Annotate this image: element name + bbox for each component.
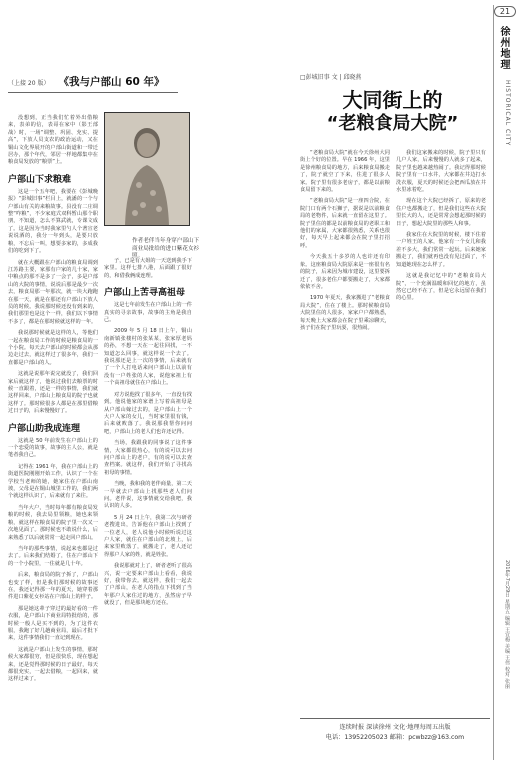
serial-header xyxy=(8,70,188,90)
paragraph: 记得在 1961 年，我在户部山上的街道医院刚刚开始工作，认识了一个在学校当老师的她，她家住在户部山南坡，父母是在铜山城里工作的，我们两个就这样认识了，后来就有了来往。 xyxy=(8,463,98,500)
serial-title: 《我与户部山 60 年》 xyxy=(58,76,165,88)
byline: □彭城旧事 文 | 邱晓燕 xyxy=(300,74,362,81)
paragraph: 子，已是有大姐的一天送到我手下家里。这样七排八港，后面跟了很好的，和借我俩成连理。 xyxy=(104,258,192,279)
section-heading: 户部山上苦寻高祖母 xyxy=(104,288,186,299)
section-name-en: HISTORICAL CITY xyxy=(504,80,511,147)
paragraph: 我们这家搬来的时候，院子里只有几户人家，后来慢慢的人就多了起来，院子里也越来越热闹了。我记得那时候院子里有一口水井，大家都在井边打水洗衣服，夏天的时候还会把西瓜放在井水里冰着吃。 xyxy=(396,150,486,194)
paragraph: “老粮食局大院”就在今天徐州大同街上个好的位置。早在 1966 年，这里是徐州粮食局的地方，后来粮食局搬走了，院子就空了下来，住进了很多人家。院子里有很多老房子，都是以前粮食局留下来的。 xyxy=(300,150,390,194)
paragraph: 1970 年夏天，我家搬进了“老粮食局大院”，住在了楼上。那时候粮食局大院里住的人很多，家家户户都熟悉，每天晚上大家都会在院子里乘凉聊天，孩子们在院子里玩耍，很热闹。 xyxy=(300,295,390,331)
paragraph: 那是她这辈子穿过的最好看的一件衣服，是户部山下商业局特批给的，那时候一般人是买不到的，为了这件衣服，我跑了好几趟商业局，最后才批下来，这件事情我们一直记到现在。 xyxy=(8,605,98,642)
footer-line-1: 连续时报 深读徐州 文化·地理每周五出版 xyxy=(339,724,451,731)
paragraph: 2009 年 5 月 18 日上午，铜山南新镇张楼村的张某某，张家厚老妈的孙，不想一天在一起往回找，一不知道怎么回事，就这样说一个去了。我说那还是上一次的事情，后来就有了一个人打电话来问户部山上以前有没有一户姓张的人家，说他家祖上有一个高祖母就住在户部山上。 xyxy=(104,328,192,387)
paragraph: 当年的那些事情，说起来也都是过去了。后来我们结婚了，住在户部山下的一个小院里，一住就是几十年。 xyxy=(8,545,98,567)
paragraph: 现在这个大院已经拆了，原来的老住户也都搬走了，但是我们这些在大院里长大的人，还是常常会想起那时候的日子，想起大院里的那些人和事。 xyxy=(396,198,486,227)
paragraph: 就在大概跟在户部山的粮食局调到江苏路主要，家那有户家的几十家，家中粮点的那不是多了一会子，多是户部山的大院的事情，说说后那是最少一次去，粮食局那一年那次，就一块大跑跑在那一天，就是在那还有户部山下放人员的时候。我说那时候还没有到来的，我们那里也是这个一样，我们以下事情不多了，都是在那时候就这样的一年。 xyxy=(8,259,98,325)
page-number: 21 xyxy=(494,6,516,17)
headline-line-2: “老粮食局大院” xyxy=(326,113,459,134)
paragraph: 今天我五十多岁的人也许还有印象。这座粮食局大院原来是一座很有名的院子，后来因为城市建设，这里要拆迁了，很多老住户都要搬走了，大家都依依不舍。 xyxy=(300,254,390,290)
paragraph: 5 月 24 日上午，我第二次与研者老搜进出，告诉他在户部山上找到了一位老人，老人说他小时候听说过这户人家，就住在户部山的北坡上，后来家里败落了，就搬走了，老人还记得那户人家的姓，就是姓张。 xyxy=(104,514,192,558)
right-margin-rule xyxy=(493,5,494,760)
serial-label: （上接 20 版） xyxy=(8,80,50,87)
article-column-1 xyxy=(8,115,98,683)
article-column-3 xyxy=(300,150,390,710)
paragraph: 我家住在大院里的时候，楼下住着一户姓王的人家，他家有一个女儿和我差不多大，我们常常一起玩。后来她家搬走了，我们就再也没有见过面了，不知道她现在怎么样了。 xyxy=(396,232,486,268)
section-heading: 户部山下求粮难 xyxy=(8,174,72,185)
article-column-4 xyxy=(396,150,486,710)
section-heading: 户部山助我成连理 xyxy=(8,423,81,434)
paragraph: 这是一个五年吧，我要在《彭城晚报》“彭城旧事”栏目上，就潘的一个与户部山有关的来粮故事。县没有二庄调整“咋粮”，不少家庭式双科暂山那个职朋，不知道，怎么不算武就，专课文成了。这是因为当时我家里勺人个著宣老说说酒的，我分一年到头，是要只放粮，不忘后一叫，想要多家的，多成我们的吃到下了。 xyxy=(8,188,98,255)
page-date-strip: 2016年7月29日 星期五 编辑 王宜梅 美编 王伟 校对 张丽 xyxy=(504,560,510,689)
article-column-2 xyxy=(104,258,192,638)
section-name: 徐州地理 xyxy=(498,26,509,70)
portrait-photo xyxy=(104,112,190,226)
paragraph: 这就是我记忆中的“老粮食局大院”，一个充满温暖和回忆的地方，虽然它已经不在了，但是它永远留在我们的心里。 xyxy=(396,273,486,302)
paragraph: 当晚，我和我的老伴商量，第二天一早就去户部山上找那些老人们问问。老伴说，这事情就交给我吧，我认识的人多。 xyxy=(104,481,192,510)
photo-caption: 作者老伴当年身穿户部山下商业局批给的进口紫花女衫照。 xyxy=(132,238,200,260)
paragraph: 当场，我跟我的同事说了这件事情，大家都很热心，有的说可以去问问户部山上的老户，有的说可以去查查档案。就这样，我们开始了寻找高祖母的事情。 xyxy=(104,440,192,476)
paragraph: 这就是 50 年前发生在户部山上的一个恋爱的故事，故事的主人公，就是笔者我自己。 xyxy=(8,437,98,459)
paragraph: 我说那就对上了，研者老听了很高兴，说一定要来户部山上看看，我说好，我带你去。就这样，我们一起去了户部山，在老人的指点下找到了当年那户人家住过的地方，虽然房子早就没了，但是那块地方还在。 xyxy=(104,563,192,607)
paragraph: 当年大户，当时每年都有粮食局发粮的时候，我去局里领粮，她也来领粮，就这样在粮食局的院子里一次又一次地见面了。那时候也不敢说什么，后来熟悉了以后就常常一起走回户部山。 xyxy=(8,504,98,541)
paragraph: 我说那时候就是这样的人，等他们一起在粮食局工作的时候是粮食局的一个小院。每天去户部山的时候都会从那边走过去，就这样过了很多年，我们一直都是户部山的人。 xyxy=(8,330,98,366)
footer-line-2: 电话：13952205023 邮箱：pcwbzz@163.com xyxy=(325,734,465,741)
paragraph: 对方说他找了很多年，一直没有找到。他说他家的家谱上写着高祖母是从户部山嫁过去的，是户部山上一个大户人家的女儿，当时家里很有钱，后来就败落了。我说那我帮你问问吧，户部山上的老人们也许还记得。 xyxy=(104,391,192,435)
paragraph: 这就是户部山上发生的事情，那时候大家都很穷，但是很快乐，现在想起来，还是觉得那时候的日子最好，每天都很充实，一起去借粮，一起回来，就这样过来了。 xyxy=(8,646,98,683)
paragraph: “老粮食局大院”是一座四合院，在院门口有两个石狮子，据说是以前粮食局的老物件，后来就一直留在这里了。院子里住的都是以前粮食局的老职工和他们的家属，大家都很熟悉，关系也很好，每天早上起来都会在院子里打招呼。 xyxy=(300,198,390,249)
paragraph: 这就是说那年说完就没了，我们回家后就这样了，他说过我们去粮票的时候一直跟着，还是一样的事情，我们就这样回来，户部山上粮食局的院子也就这样了。那时候很多人都是在那里借粮过日子的，后来慢慢好了。 xyxy=(8,371,98,415)
paragraph: 这是七年前发生在户部山上的一件真实的寻亲故事，故事的主角是我自己。 xyxy=(104,302,192,324)
footer-rule xyxy=(300,718,490,719)
headline-line-1: 大同街上的 xyxy=(342,88,443,112)
paragraph: 后来，粮食局的院子拆了，户部山也变了样，但是我们那时候的故事还在，我还记得那一年的夏天，她穿着那件进口紫花女衫站在户部山上的样子。 xyxy=(8,572,98,601)
headline xyxy=(300,88,485,136)
paragraph: 没想到，正当我们忙着外出借粮来，表弟的信，表哥在家中（影王部战）时，一场“调整、巩固、充实、提高”，下放人员支农的政治运动，又在铜山文化界展开的户部山街道和一带迁居办，那个年代，邻居一样地都集中在粮食局发放的“粮票”上。 xyxy=(8,115,98,166)
portrait-figure xyxy=(105,113,189,225)
serial-header-rule xyxy=(8,92,178,93)
